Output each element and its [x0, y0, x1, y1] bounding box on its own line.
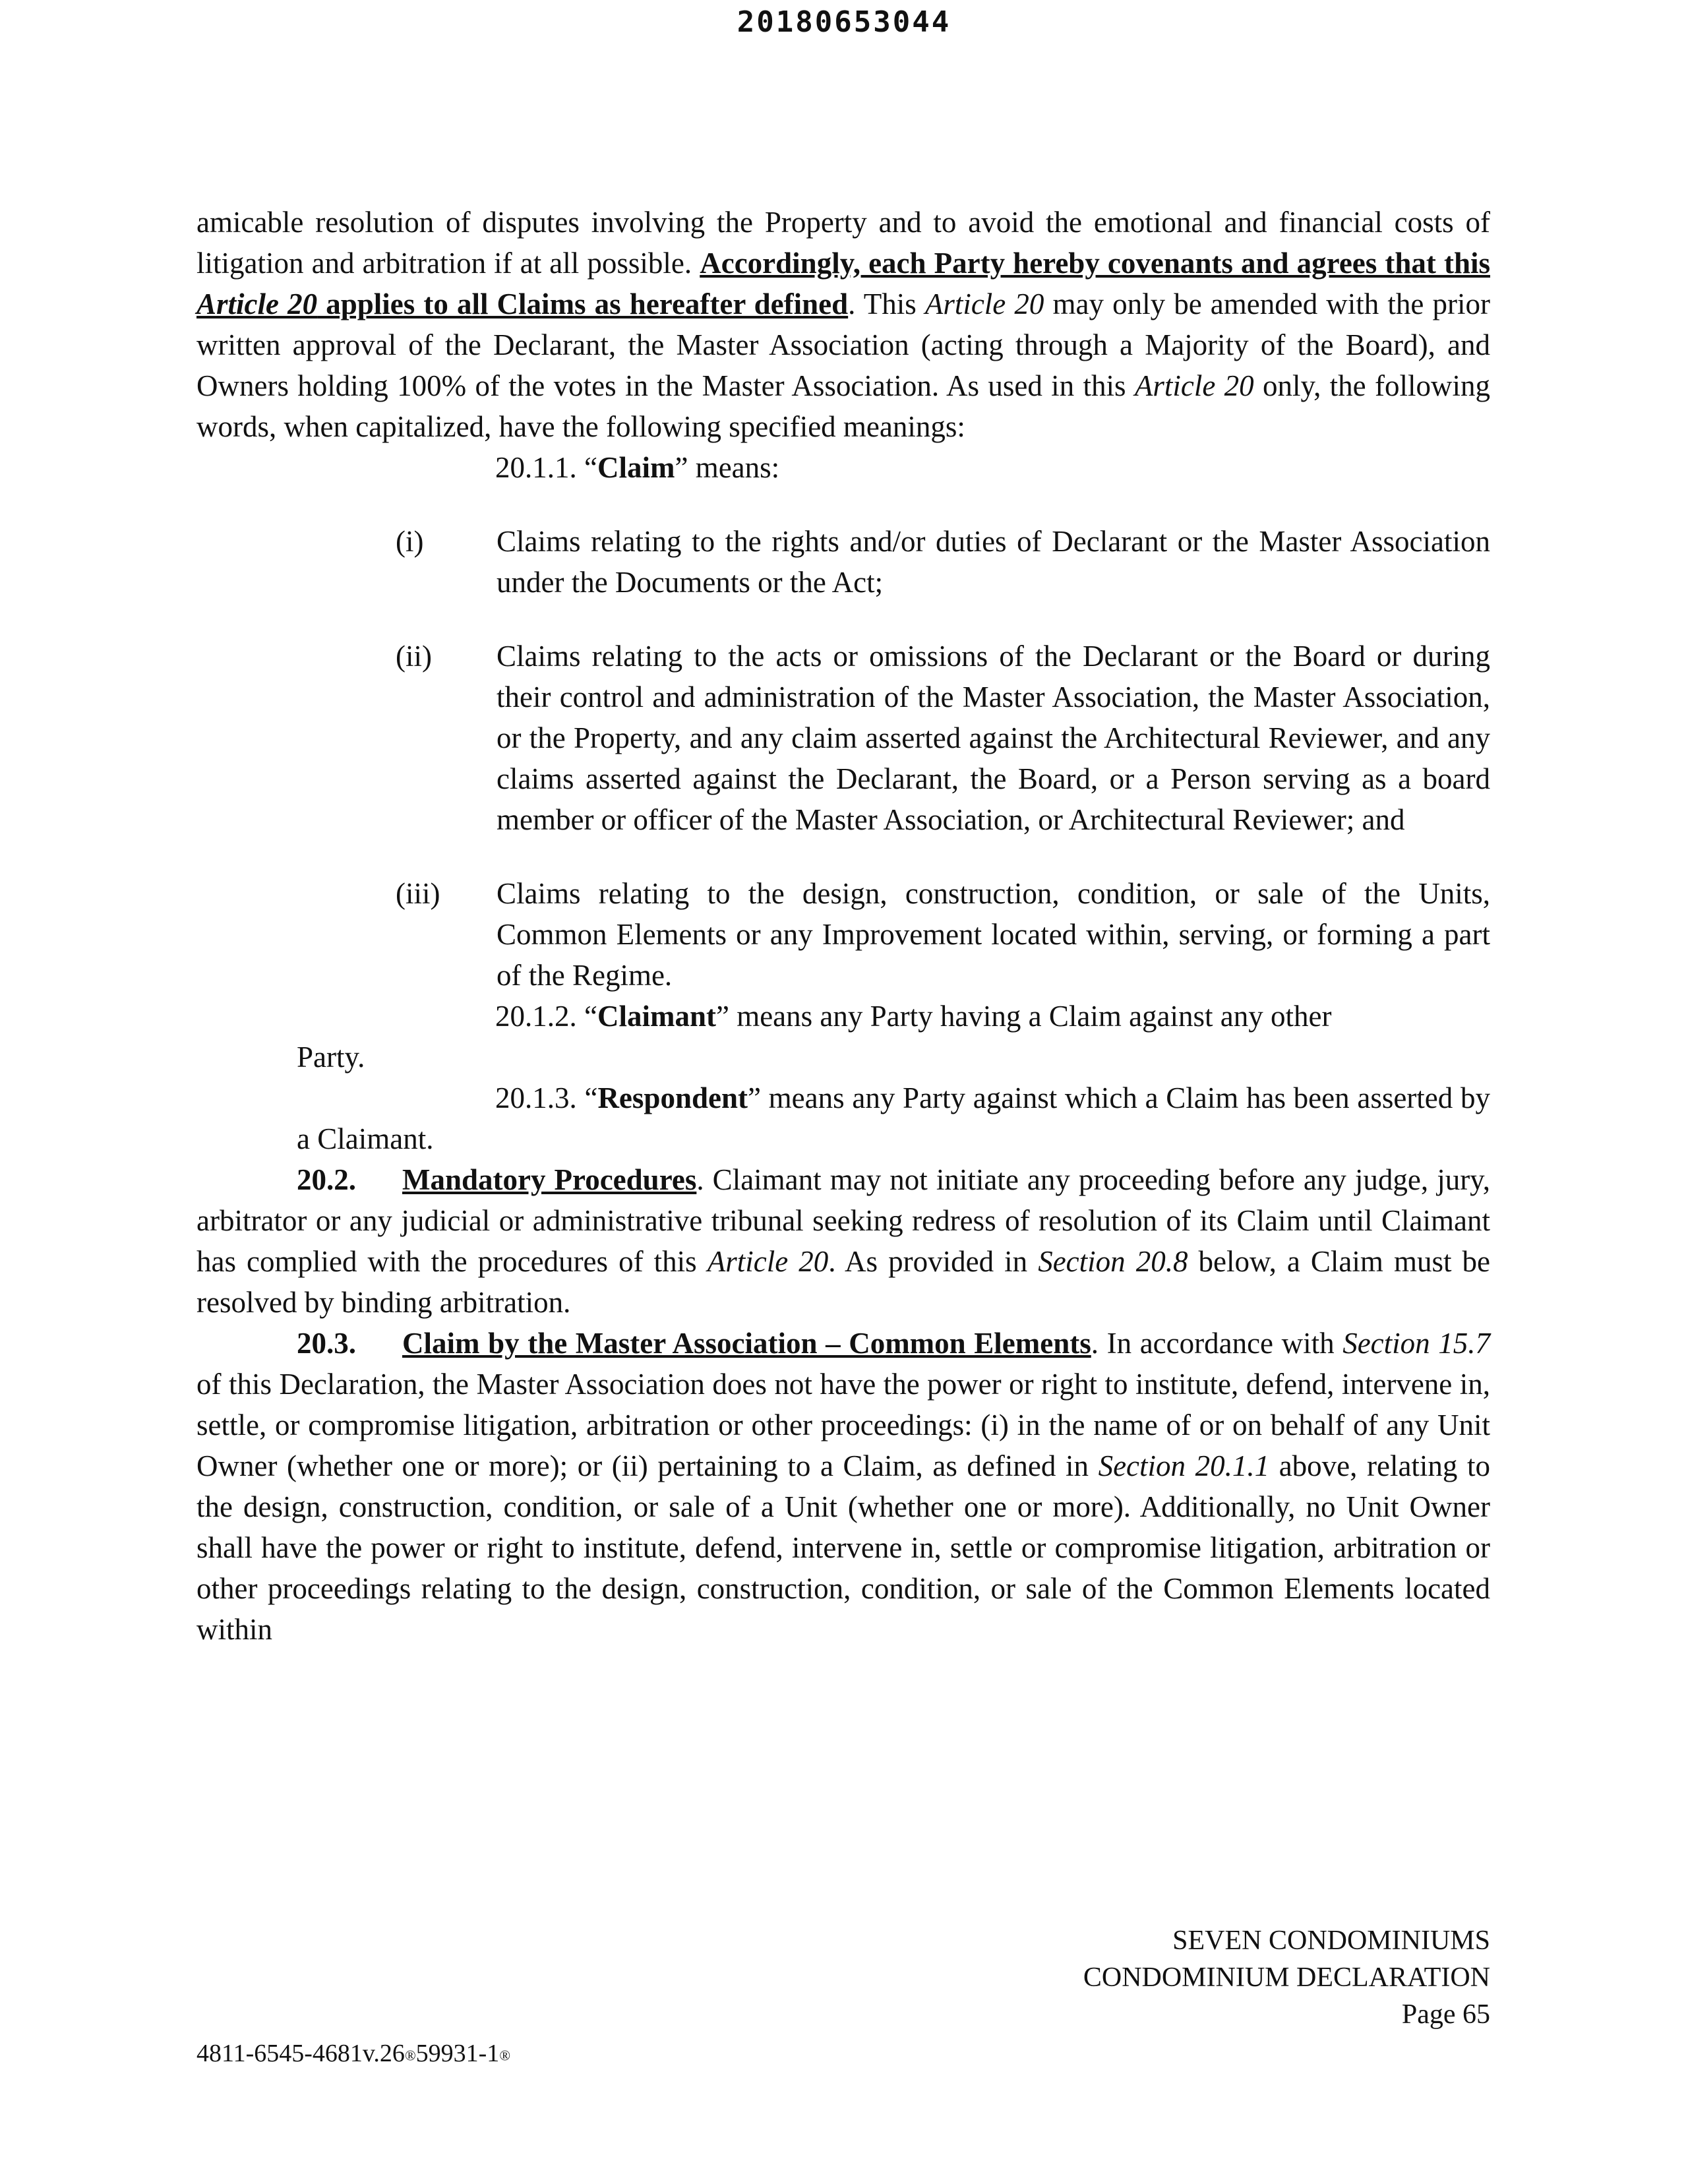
item-text: Claims relating to the design, construction, condition, or sale of the Units, Common Elements or any Improvement located within, serving, or forming a part of the Regime. — [497, 877, 1490, 992]
page-number: Page 65 — [1401, 1999, 1490, 2030]
footer-project-name: SEVEN CONDOMINIUMS — [1172, 1926, 1490, 1956]
intro-paragraph: amicable resolution of disputes involving the Property and to avoid the emotional and financial costs of litigation and arbitration if at all possible. Accordingly, each Party hereby covenants and agrees that this Article 20 applies to all Claims as hereafter defined. This Article 20 may only be amended with the prior written approval of the Declarant, the Master Association (acting through a Majority of the Board), and Owners holding 100% of the votes in the Master Association. As used in this Article 20 only, the following words, when capitalized, have the following specified meanings: — [196, 206, 1490, 443]
intro-bold-covenant: Accordingly, each Party hereby covenants and agrees that this Article 20 applies to all Claims as hereafter defined — [196, 247, 1490, 320]
article-ref: Article 20 — [1134, 369, 1254, 402]
section-number: 20.2. — [297, 1163, 356, 1196]
registered-mark-icon: ® — [404, 2047, 416, 2064]
section-title: Claim by the Master Association – Common Elements — [402, 1327, 1091, 1360]
definition-claim: 20.1.1. “Claim” means: — [495, 451, 780, 484]
section-20-2: 20.2. Mandatory Procedures. Claimant may not initiate any proceeding before any judge, jury, arbitrator or any judicial or administrative tribunal seeking redress of resolution of its Claim until Claimant has complied with the procedures of this Article 20. As provided in Section 20.8 below, a Claim must be resolved by binding arbitration. — [196, 1163, 1491, 1319]
claim-item — [196, 636, 1490, 840]
section-title: Mandatory Procedures — [402, 1163, 697, 1196]
document-number: 20180653044 — [737, 5, 951, 39]
section-number: 20.3. — [297, 1327, 356, 1360]
page-body — [196, 202, 1490, 1650]
definition-claimant: 20.1.2. “Claimant” means any Party having a Claim against any other — [495, 1000, 1332, 1033]
registered-mark-icon: ® — [499, 2047, 511, 2064]
defined-term: Respondent — [597, 1081, 748, 1114]
item-number: (ii) — [396, 640, 432, 673]
page-footer — [1083, 1922, 1490, 2033]
definition-respondent: 20.1.3. “Respondent” means any Party against which a Claim has been asserted by a Claimant. — [297, 1081, 1490, 1155]
defined-term: Claim — [597, 451, 675, 484]
intro-text-1: amicable resolution of disputes involving the Property and to avoid the emotional and financial costs of litigation and arbitration if at all possible. — [196, 206, 1490, 280]
item-number: (i) — [396, 525, 424, 558]
item-text: Claims relating to the rights and/or duties of Declarant or the Master Association under the Documents or the Act; — [497, 525, 1490, 599]
claim-item — [196, 521, 1490, 603]
item-number: (iii) — [396, 877, 440, 910]
item-text: Claims relating to the acts or omissions of the Declarant or the Board or during their control and administration of the Master Association, the Master Association, or the Property, and any claim asserted against the Architectural Reviewer, and any claims asserted against the Declarant, the Board, or a Person serving as a board member or officer of the Master Association, or Architectural Reviewer; and — [497, 640, 1490, 836]
defined-term: Claimant — [597, 1000, 716, 1033]
article-ref: Article 20 — [924, 288, 1044, 320]
claim-item — [196, 873, 1490, 996]
section-20-3: 20.3. Claim by the Master Association – Common Elements. In accordance with Section 15.7 of this Declaration, the Master Association does not have the power or right to institute, defend, intervene in, settle, or compromise litigation, arbitration or other proceedings: (i) in the name of or on behalf of any Unit Owner (whether one or more); or (ii) pertaining to a Claim, as defined in Section 20.1.1 above, relating to the design, construction, condition, or sale of a Unit (whether one or more). Additionally, no Unit Owner shall have the power or right to institute, defend, intervene in, settle or compromise litigation, arbitration or other proceedings relating to the design, construction, condition, or sale of the Common Elements located within — [196, 1327, 1491, 1646]
document-reference: 4811-6545-4681v.26®59931-1® — [196, 2040, 511, 2067]
footer-document-title: CONDOMINIUM DECLARATION — [1083, 1962, 1490, 1993]
definition-claimant-tail: Party. — [297, 1041, 365, 1074]
